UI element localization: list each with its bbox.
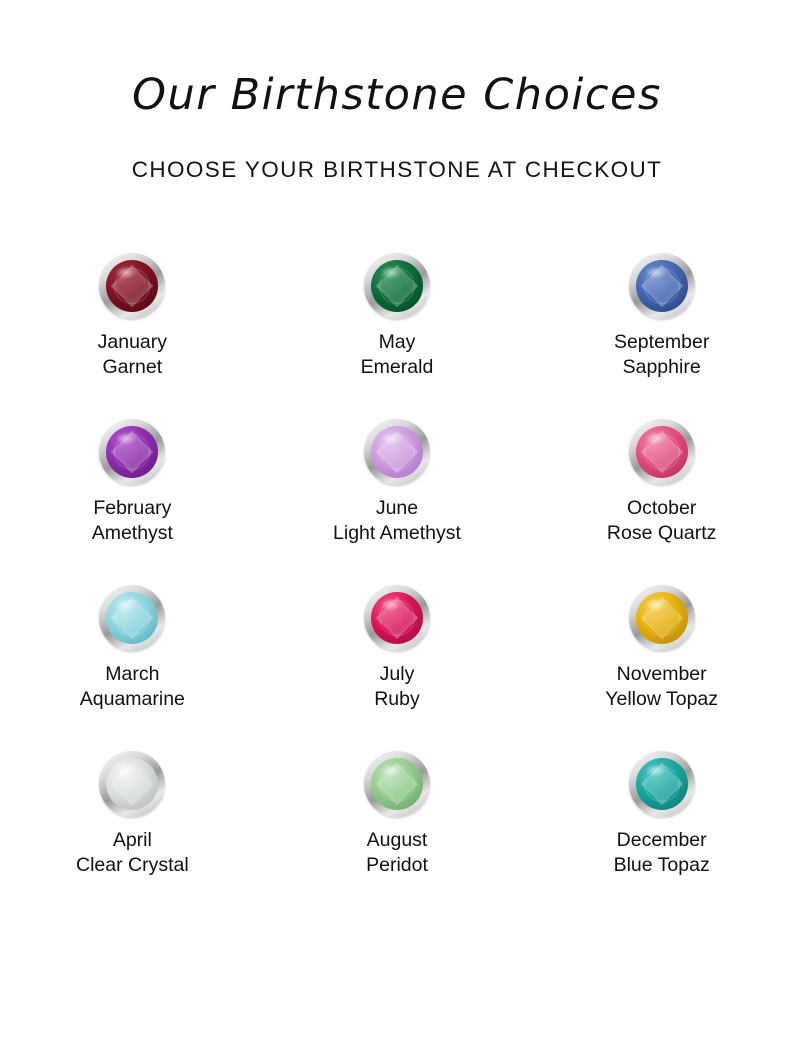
birthstone-month: August: [366, 829, 428, 851]
birthstone-month: April: [112, 829, 152, 851]
birthstone-label: [366, 828, 428, 878]
gemstone-icon: [359, 414, 435, 490]
birthstone-name: Emerald: [360, 356, 434, 378]
birthstone-item[interactable]: [529, 580, 794, 746]
gemstone-icon: [94, 414, 170, 490]
birthstone-label: [605, 662, 718, 712]
gemstone-icon: [94, 580, 170, 656]
gem-face-2: [636, 260, 688, 312]
gemstone-icon: [624, 414, 700, 490]
birthstone-name: Amethyst: [91, 522, 173, 544]
birthstone-month: December: [616, 829, 707, 851]
gemstone-icon: [94, 248, 170, 324]
birthstone-item[interactable]: [529, 746, 794, 912]
birthstone-month: June: [375, 497, 419, 519]
birthstone-item[interactable]: [265, 746, 530, 912]
birthstone-name: Garnet: [102, 356, 163, 378]
birthstone-name: Rose Quartz: [606, 522, 717, 544]
birthstone-month: March: [105, 663, 160, 685]
birthstone-item[interactable]: [0, 580, 265, 746]
gem-face-11: [636, 758, 688, 810]
birthstone-item[interactable]: [0, 248, 265, 414]
gemstone-icon: [359, 580, 435, 656]
page-title: Our Birthstone Choices: [132, 70, 662, 120]
birthstone-month: October: [626, 497, 697, 519]
birthstone-name: Light Amethyst: [333, 522, 461, 544]
birthstone-month: January: [97, 331, 168, 353]
gem-face-3: [106, 426, 158, 478]
birthstone-item[interactable]: [0, 746, 265, 912]
gemstone-icon: [94, 746, 170, 822]
birthstone-label: [92, 496, 173, 546]
gem-face-10: [371, 758, 423, 810]
gem-face-8: [636, 592, 688, 644]
birthstone-item[interactable]: [265, 580, 530, 746]
gemstone-icon: [624, 746, 700, 822]
gem-face-1: [371, 260, 423, 312]
birthstone-name: Sapphire: [622, 356, 701, 378]
gemstone-icon: [359, 248, 435, 324]
birthstone-month: July: [379, 663, 415, 685]
birthstone-item[interactable]: [529, 414, 794, 580]
birthstone-item[interactable]: [265, 414, 530, 580]
birthstone-month: February: [93, 497, 172, 519]
birthstone-label: [333, 496, 461, 546]
birthstone-label: [614, 330, 709, 380]
birthstone-label: [374, 662, 420, 712]
birthstone-label: [614, 828, 710, 878]
birthstone-label: [361, 330, 434, 380]
birthstone-label: [98, 330, 167, 380]
birthstone-label: [76, 828, 189, 878]
gemstone-icon: [624, 580, 700, 656]
birthstone-item[interactable]: [0, 414, 265, 580]
birthstone-item[interactable]: [265, 248, 530, 414]
birthstone-month: September: [613, 331, 710, 353]
gem-face-9: [106, 758, 158, 810]
birthstone-month: November: [616, 663, 707, 685]
birthstone-name: Ruby: [374, 688, 420, 710]
birthstone-name: Clear Crystal: [75, 854, 189, 876]
birthstone-name: Yellow Topaz: [605, 688, 719, 710]
gemstone-icon: [624, 248, 700, 324]
birthstone-grid: [0, 248, 794, 912]
birthstone-name: Aquamarine: [79, 688, 185, 710]
gem-face-5: [636, 426, 688, 478]
birthstone-name: Blue Topaz: [613, 854, 710, 876]
gemstone-icon: [359, 746, 435, 822]
page-subtitle: CHOOSE YOUR BIRTHSTONE AT CHECKOUT: [131, 157, 663, 183]
gem-face-7: [371, 592, 423, 644]
birthstone-label: [607, 496, 716, 546]
gem-face-0: [106, 260, 158, 312]
birthstone-name: Peridot: [366, 854, 428, 876]
gem-face-4: [371, 426, 423, 478]
gem-face-6: [106, 592, 158, 644]
birthstone-month: May: [378, 331, 416, 353]
birthstone-label: [80, 662, 185, 712]
birthstone-item[interactable]: [529, 248, 794, 414]
